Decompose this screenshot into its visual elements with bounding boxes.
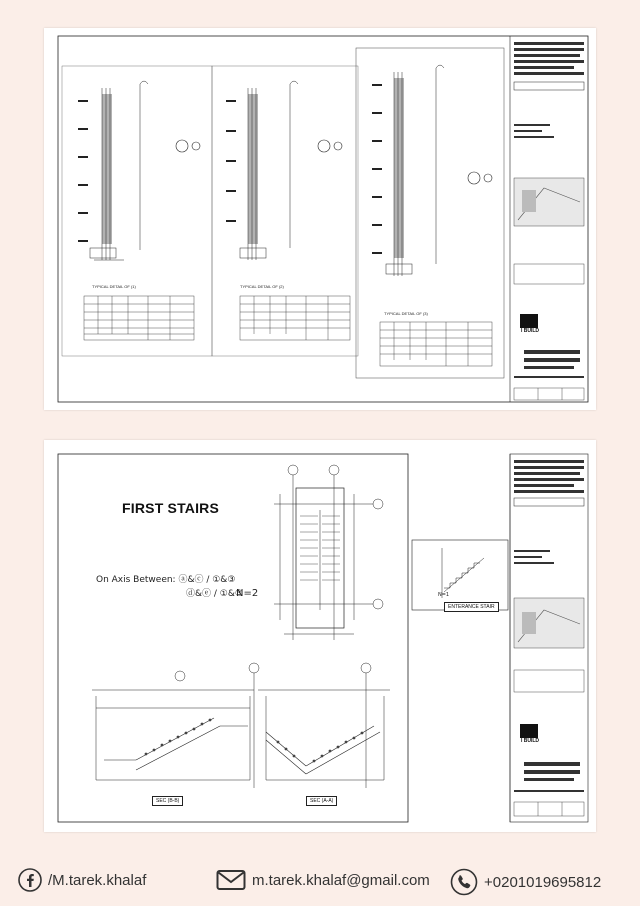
count-note: N=2 (236, 588, 259, 599)
facebook-link[interactable] (18, 868, 146, 892)
axis-note: On Axis Between: ⓐ&ⓒ / ①&③ (96, 575, 236, 585)
stairs-drawing (44, 440, 596, 832)
drawing-sheet-stairs (44, 440, 596, 832)
section-aa-label: SEC (A-A) (306, 796, 337, 806)
entrance-stair-label: ENTERANCE STAIR (444, 602, 499, 612)
email-address: m.tarek.khalaf@gmail.com (252, 871, 430, 889)
facebook-handle: /M.tarek.khalaf (48, 871, 147, 889)
detail-label-1: TYPICAL DETAIL OF (1) (92, 284, 136, 289)
email-icon (216, 868, 246, 892)
phone-link[interactable] (450, 868, 601, 896)
brand-logo-text: I BUILD (520, 328, 540, 334)
phone-number: +0201019695812 (484, 873, 602, 891)
phone-icon (450, 868, 478, 896)
detail-label-2: TYPICAL DETAIL OF (2) (240, 284, 284, 289)
page-title: FIRST STAIRS (122, 500, 220, 516)
detail-label-3: TYPICAL DETAIL OF (3) (384, 311, 428, 316)
drawing-sheet-reinforcement (44, 28, 596, 410)
section-bb-label: SEC (B-B) (152, 796, 183, 806)
axis-note-2: ⓓ&ⓔ / ①&③ (186, 589, 243, 599)
facebook-icon (18, 868, 42, 892)
count-note-small: N=1 (438, 592, 450, 598)
contact-footer (0, 852, 640, 906)
brand-logo-text-2: I BUILD (520, 738, 540, 744)
reinforcement-drawing (44, 28, 596, 410)
email-link[interactable] (216, 868, 430, 892)
